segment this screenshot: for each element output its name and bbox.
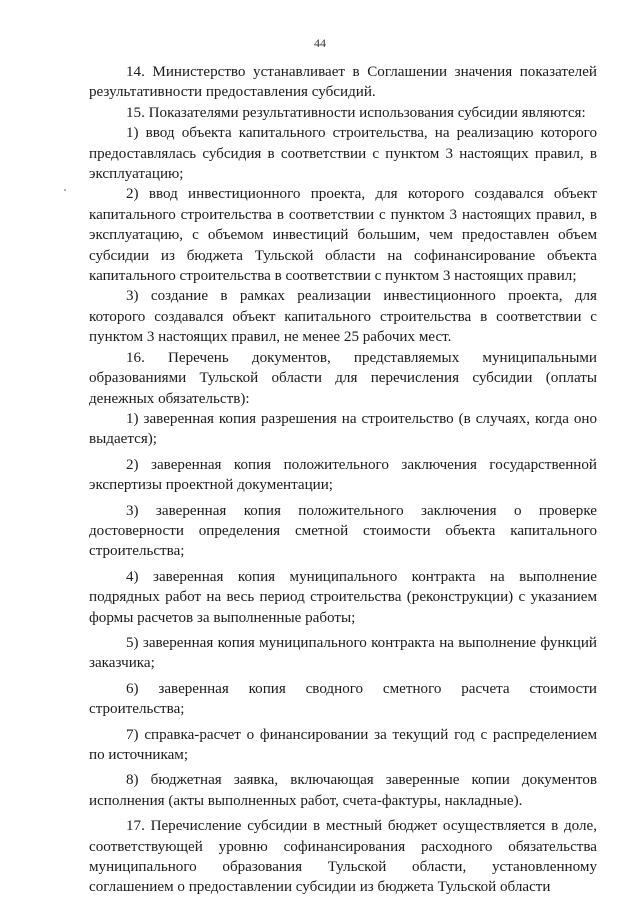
page-number: 44	[314, 36, 326, 50]
paragraph-15-item-1: 1) ввод объекта капитального строительства, на реализацию которого предоставлялась субсидия в соответствии с пунктом 3 настоящих правил, в эксплуатацию;	[89, 125, 597, 183]
paragraph-14: 14. Министерство устанавливает в Соглашении значения показателей результативности предоставления субсидий.	[89, 64, 597, 101]
paragraph-16-item-2: 2) заверенная копия положительного заключения государственной экспертизы проектной документации;	[89, 456, 597, 494]
paragraph-16-item-4: 4) заверенная копия муниципального контракта на выполнение подрядных работ на весь период строительства (реконструкции) с указанием формы расчетов за выполненные работы;	[89, 568, 597, 626]
paragraph-16: 16. Перечень документов, представляемых муниципальными образованиями Тульской области для перечисления субсидии (оплаты денежных обязательств):	[89, 349, 597, 407]
paragraph-16-item-3: 3) заверенная копия положительного заключения о проверке достоверности определения сметной стоимости объекта капитального строительства;	[89, 502, 597, 560]
document-body	[89, 62, 597, 898]
paragraph-16-item-8: 8) бюджетная заявка, включающая заверенные копии документов исполнения (акты выполненных работ, счета-фактуры, накладные).	[89, 772, 597, 809]
paragraph-16-item-6: 6) заверенная копия сводного сметного расчета стоимости строительства;	[89, 680, 597, 718]
paragraph-15: 15. Показателями результативности использования субсидии являются:	[126, 104, 586, 121]
paragraph-16-item-1: 1) заверенная копия разрешения на строительство (в случаях, когда оно выдается);	[89, 410, 597, 448]
paragraph-15-item-3: 3) создание в рамках реализации инвестиционного проекта, для которого создавался объект капитального строительства в соответствии с пунктом 3 настоящих правил, не менее 25 рабочих мест.	[89, 288, 597, 346]
margin-mark	[64, 189, 66, 191]
paragraph-16-item-7: 7) справка-расчет о финансировании за текущий год с распределением по источникам;	[89, 726, 597, 763]
paragraph-16-item-5: 5) заверенная копия муниципального контракта на выполнение функций заказчика;	[89, 634, 597, 672]
paragraph-15-item-2: 2) ввод инвестиционного проекта, для которого создавался объект капитального строительства в соответствии с пунктом 3 настоящих правил, в эксплуатацию, с объемом инвестиций большим, чем предоставлен объем субсидии из бюджета Тульской области на софинансирование объекта капитального строительства в соответствии с пунктом 3 настоящих правил;	[89, 186, 597, 285]
paragraph-17: 17. Перечисление субсидии в местный бюджет осуществляется в доле, соответствующей уровню софинансирования расходного обязательства муниципального образования Тульской области, установленному соглашением о предоставлении субсидии из бюджета Тульской области	[89, 818, 597, 896]
